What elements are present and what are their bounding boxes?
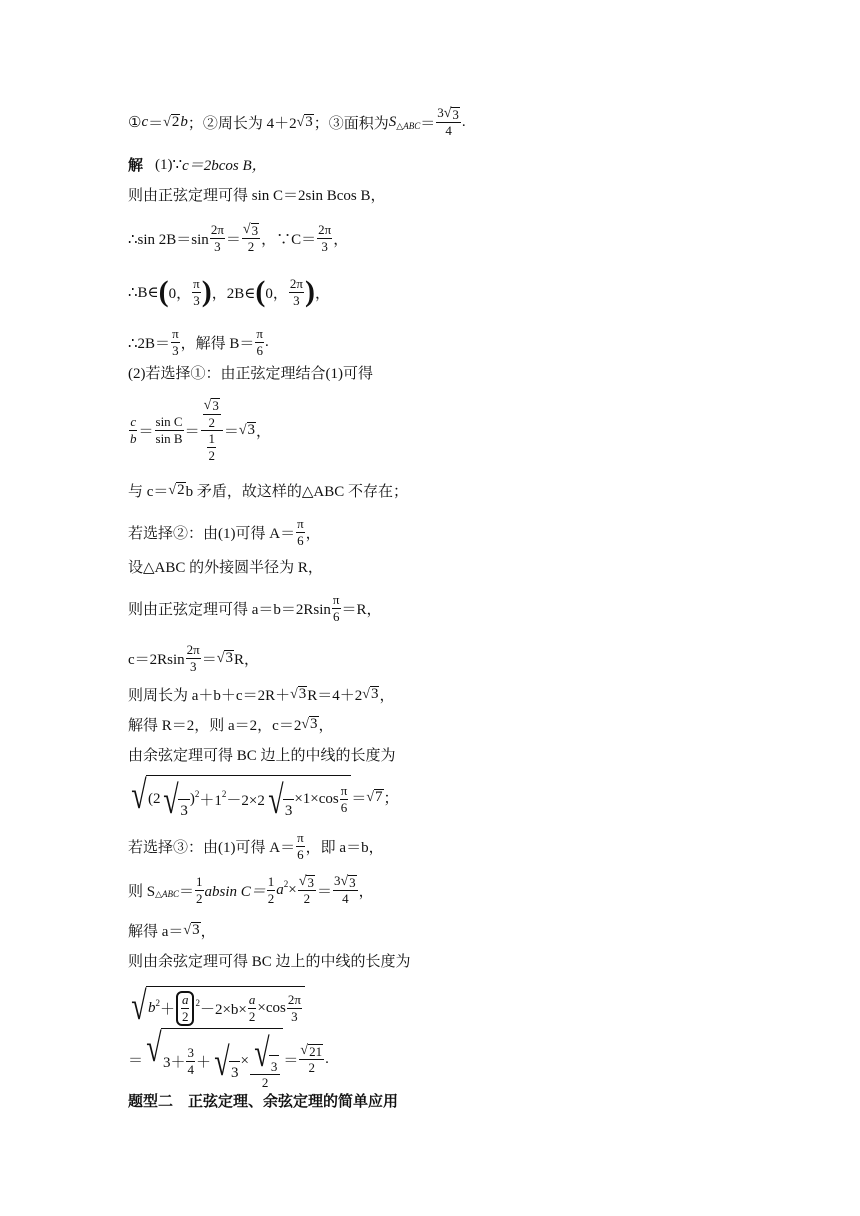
frac-sinC-sinB: $\frac{\text{sin C}}{\text{sin B}}$ [155, 413, 183, 446]
area-line: 则 S △ABC ＝ $\frac{1}{2}$ absin C＝ $\frac{1}{2}$ a 2 × √ 3 2 ＝ 3 √ 3 4 ， [128, 873, 374, 907]
frac-2pi-3: $\frac{2\pi}{3}$ [210, 221, 224, 254]
frac-3sqrt3-4: 3 √ 3 4 [333, 873, 356, 907]
area-S: S [388, 113, 397, 130]
frac-c-b: $\frac{c}{b}$ [130, 413, 137, 446]
big-sqrt-1: √ (2 √ 3 ) 2 ＋1 2 －2×2 √ 3 ×1×cos $\frac{\pi}{6}$ [128, 775, 351, 820]
cond-sep2: ；③面积为 [313, 115, 389, 132]
contradiction-line: 与 c＝ √ 2 b 矛盾，故这样的△ABC 不存在； [128, 481, 408, 500]
cond-eq: ＝ [148, 115, 164, 132]
part2-ratio: $\frac{c}{b}$ ＝ $\frac{\text{sin C}}{\text{sin B}}$ ＝ √ 3 2 $\frac{1}{2}$ ＝ √ 3 ， [130, 397, 272, 463]
solution-line-2: 则由正弦定理可得 sin C＝2sin Bcos B， [128, 187, 386, 204]
solve-R-line: 解得 R＝2，则 a＝2，c＝2 √ 3 ， [128, 715, 334, 734]
frac-pi-6b: $\frac{\pi}{6}$ [297, 515, 304, 548]
frac-pi-3: $\frac{\pi}{3}$ [193, 275, 200, 308]
choice2-line: 若选择②：由(1)可得 A＝ $\frac{\pi}{6}$ ， [128, 515, 321, 548]
complex-fraction: √ 3 2 $\frac{1}{2}$ [201, 398, 223, 463]
c-value-line: c＝2Rsin $\frac{2\pi}{3}$ ＝ √ 3 R， [128, 641, 259, 674]
sqrt-2b: √ 2 [168, 481, 185, 499]
section-heading: 题型二 正弦定理、余弦定理的简单应用 [128, 1093, 399, 1110]
frac-2pi-3b: $\frac{2\pi}{3}$ [318, 221, 332, 254]
part2-intro: (2)若选择①：由正弦定理结合(1)可得 [128, 365, 373, 382]
solution-line-3: ∴sin 2B＝sin $\frac{2\pi}{3}$ ＝ √ 3 2 ，∵C＝ $\frac{2\pi}{3}$ ， [128, 221, 349, 255]
frac-2pi-3c: $\frac{2\pi}{3}$ [289, 275, 303, 308]
sqrt-3d: √ 3 [290, 685, 307, 703]
choice3-line: 若选择③：由(1)可得 A＝ $\frac{\pi}{6}$ ，即 a＝b， [128, 829, 384, 862]
median-formula-2 [128, 980, 305, 1032]
cond-c: c [141, 113, 149, 130]
cond-sep1: ；②周长为 4＋2 [187, 115, 297, 132]
solution-line-5: ∴2B＝ $\frac{\pi}{3}$ ，解得 B＝ $\frac{\pi}{6}$ . [128, 325, 269, 358]
sqrt-3: √ 3 [296, 113, 313, 131]
cond-b: b [180, 113, 188, 130]
frac-1-2: $\frac{1}{2}$ [196, 873, 203, 906]
sqrt-3g: √ 3 [183, 921, 200, 939]
sqrt-3c: √ 3 [216, 649, 233, 667]
cond-prefix: ① [128, 114, 142, 131]
median-intro-2: 则由余弦定理可得 BC 边上的中线的长度为 [128, 953, 411, 970]
frac-sqrt21-2: √ 21 2 [300, 1043, 323, 1076]
a-value-line: 解得 a＝ √ 3 ， [128, 921, 216, 940]
big-sqrt-2: √ b 2 ＋ $\frac{a}{2}$ 2 －2×b× $\frac{a}{2}$ ×cos $\frac{2\pi}{3}$ [128, 986, 305, 1026]
cond-eq2: ＝ [420, 115, 436, 132]
area-sub: △ABC [396, 120, 421, 131]
sqrt-2: √ 2 [163, 113, 180, 131]
median-result: ＝ √ 3＋ $\frac{3}{4}$ ＋ √ 3 × √ 3 2 ＝ √ 21 2 . [128, 1025, 329, 1091]
big-sqrt-3: √ 3＋ $\frac{3}{4}$ ＋ √ 3 × √ 3 2 [143, 1028, 283, 1090]
area-fraction: 3 √ 3 4 [437, 105, 459, 139]
frac-pi-6: $\frac{\pi}{6}$ [256, 325, 263, 358]
sqrt-3e: √ 3 [362, 685, 379, 703]
sqrt-7: √ 7 [366, 788, 383, 806]
frac-1-2b: $\frac{1}{2}$ [267, 873, 275, 906]
sqrt-3b: √ 3 [238, 421, 256, 439]
solution-label: 解 [128, 157, 144, 174]
frac-pi-6d: $\frac{\pi}{6}$ [297, 829, 304, 862]
frac-2pi-3d: $\frac{2\pi}{3}$ [186, 641, 200, 674]
frac-sqrt3-2: √ 3 2 [242, 222, 259, 255]
sqrt-3f: √ 3 [301, 715, 318, 733]
sine-law-line: 则由正弦定理可得 a＝b＝2Rsin $\frac{\pi}{6}$ ＝R， [128, 591, 382, 624]
conditions-line: ① c ＝ √ 2 b ；②周长为 4＋2 √ 3 ；③面积为 S △ABC ＝ 3 √ 3 4 . [128, 105, 466, 139]
perimeter-line: 则周长为 a＋b＋c＝2R＋ √ 3 R＝4＋2 √ 3 ， [128, 685, 395, 704]
median-formula-1: √ (2 √ 3 ) 2 ＋1 2 －2×2 √ 3 ×1×cos $\frac{\pi}{6}$ ＝ √ 7 ； [128, 772, 399, 822]
frac-pi-3d: $\frac{\pi}{3}$ [172, 325, 179, 358]
frac-pi-6c: $\frac{\pi}{6}$ [332, 591, 340, 624]
solution-line-1: 解 (1)∵ c＝2bcos B， [128, 152, 267, 176]
circumcircle-line: 设△ABC 的外接圆半径为 R， [128, 559, 323, 576]
solution-line-4: ∴B∈ ( 0， $\frac{\pi}{3}$ ) ，2B∈ ( 0， $\frac{2\pi}{3}$ ) ， [128, 275, 330, 308]
median-intro-1: 由余弦定理可得 BC 边上的中线的长度为 [128, 747, 396, 764]
frac-sqrt3-2b: √ 3 2 [298, 874, 314, 907]
